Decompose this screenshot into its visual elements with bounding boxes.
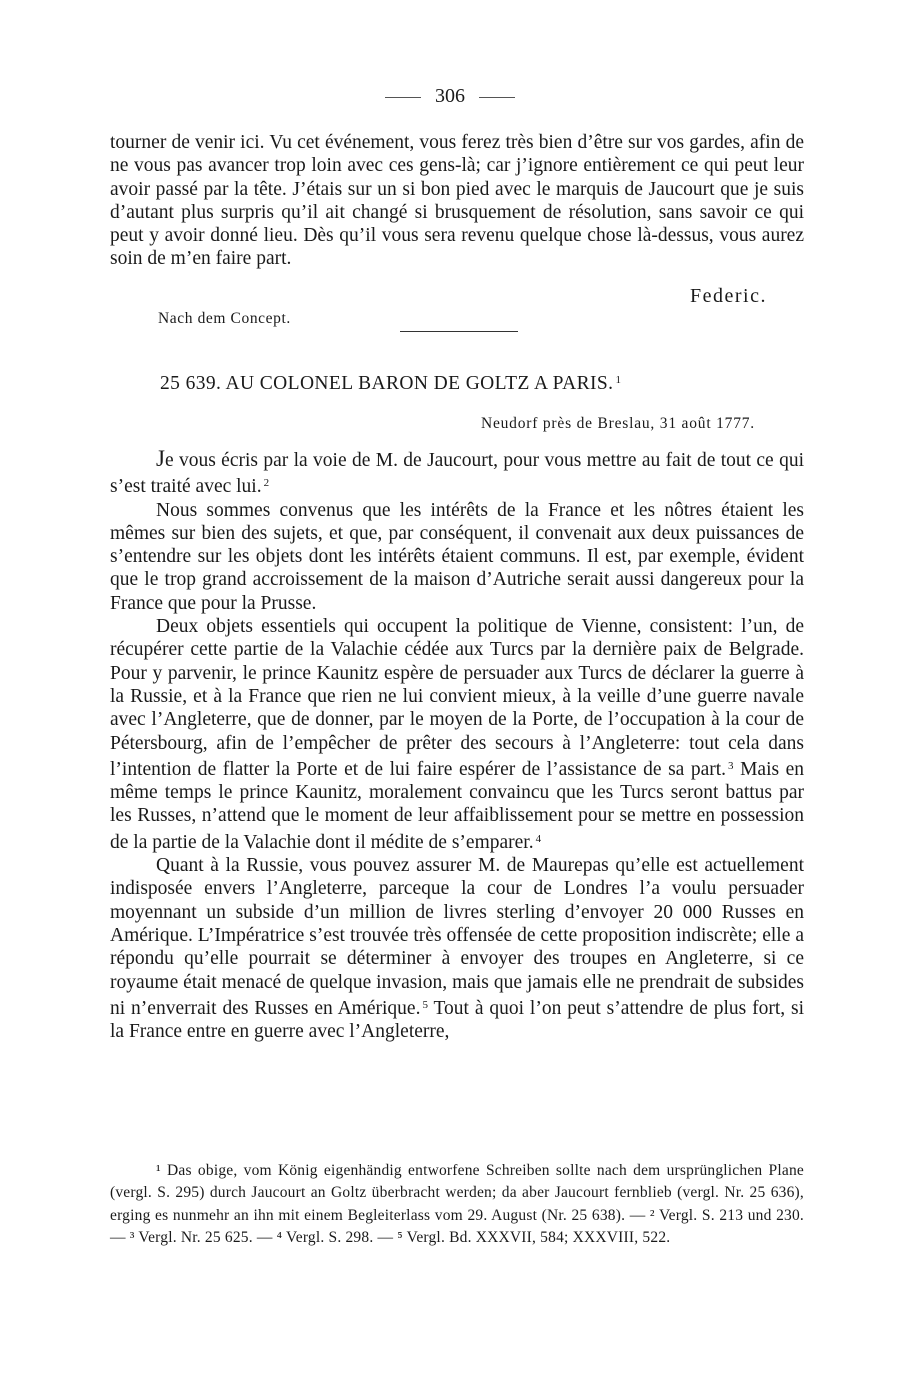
footnote-ref-5: 5 [422,998,428,1011]
paragraph-1 [110,447,804,499]
section-separator [400,331,518,332]
paragraph-4-text-b: Tout à quoi l’on peut s’attendre de plus fort, si la France entre en guerre avec l’Angleterre, [110,997,805,1043]
paragraph-4 [110,854,804,1043]
footnote-ref-4: 4 [535,832,542,845]
footnote-ref-3: 3 [728,759,734,772]
letter-heading [160,373,621,395]
footnotes [110,1160,804,1249]
letter-number: 25 639. [160,373,222,394]
source-note: Nach dem Concept. [158,310,291,327]
letter-dateline: Neudorf près de Breslau, 31 août 1777. [480,415,755,432]
footnotes-text: ¹ Das obige, vom König eigenhändig entworfene Schreiben sollte nach dem ursprünglichen Plane (vergl. S. 295) durch Jaucourt an Goltz überbracht werden; da aber Jaucourt fernblieb (vergl. Nr. 25 636), erging es nunmehr an ihn mit einem Begleiterlass vom 29. August (Nr. 25 638). — ² Vergl. S. 213 und 230. — ³ Vergl. Nr. 25 625. — ⁴ Vergl. S. 298. — ⁵ Vergl. Bd. XXXVII, 584; XXXVIII, 522. [110,1162,804,1246]
footnote-ref-2: 2 [263,477,270,490]
paragraph-1-text: e vous écris par la voie de M. de Jaucourt, pour vous mettre au fait de tout ce qui s’est traité avec lui. [110,450,804,498]
page-number: 306 [435,85,465,107]
paragraph-3-text-a: Deux objets essentiels qui occupent la politique de Vienne, consistent: l’un, de récupérer cette partie de la Valachie cédée aux Turcs par la dernière paix de Belgrade. Pour y parvenir, le prince Kaunitz espère de persuader aux Turcs de déclarer la guerre à la Russie, et à la France que rien ne lui convient mieux, à la veille d’une guerre navale avec l’Angleterre, que de donner, par le moyen de la Porte, de l’occupation à la cour de Pétersbourg, afin de l’empêcher de prêter des secours à l’Angleterre: tout cela dans l’intention de flatter la Porte et de lui faire espérer de l’assistance de sa part. [110,616,804,780]
paragraph-3-text-b: Mais en même temps le prince Kaunitz, moralement convaincu que les Turcs seront battus par les Russes, n’attend que le moment de leur affaiblissement pour se mettre en possession de la partie de la Valachie dont il médite de s’emparer. [110,758,805,853]
page-header [0,84,900,108]
header-rule-left [385,97,421,98]
letter-body [110,447,804,1043]
drop-letter: J [156,446,165,471]
paragraph-4-text-a: Quant à la Russie, vous pouvez assurer M. de Maurepas qu’elle est actuellement indisposée envers l’Angleterre, parceque la cour de Londres l’a voulu persuader moyennant un subside d’un million de livres sterling d’envoyer 20 000 Russes en Amérique. L’Impératrice s’est trouvée très offensée de cette proposition indiscrète; elle a répondu qu’elle pourrait se déterminer à envoyer des troupes en Angleterre, si ce royaume était menacé de quelque invasion, mais que jamais elle ne prendrait de subsides ni n’enverrait des Russes en Amérique. [110,855,804,1019]
previous-letter-text: tourner de venir ici. Vu cet événement, vous ferez très bien d’être sur vos gardes, afin de ne vous pas avancer trop loin avec ces gens-là; car j’ignore entièrement ce qui peut leur avoir passé par la tête. J’étais sur un si bon pied avec le marquis de Jaucourt que je suis d’autant plus surpris qu’il ait changé si brusquement de résolution, sans savoir ce qui peut y avoir donné lieu. Dès qu’il vous sera revenu quelque chose là-dessus, vous aurez soin de m’en faire part. [110,132,804,270]
paragraph-2: Nous sommes convenus que les intérêts de la France et les nôtres étaient les mêmes sur bien des sujets, et que, par conséquent, il convenait aux deux puissances de s’entendre sur les objets dont les intérêts étaient communs. Il est, par exemple, évident que le trop grand accroissement de la maison d’Autriche serait aussi dangereux pour la France que pour la Prusse. [110,499,804,614]
header-rule-right [479,97,515,98]
title-footnote-ref: 1 [615,374,622,386]
signature: Federic. [690,285,767,307]
previous-letter-ending [110,131,804,271]
letter-title: AU COLONEL BARON DE GOLTZ A PARIS. [225,373,614,394]
paragraph-3 [110,615,804,854]
